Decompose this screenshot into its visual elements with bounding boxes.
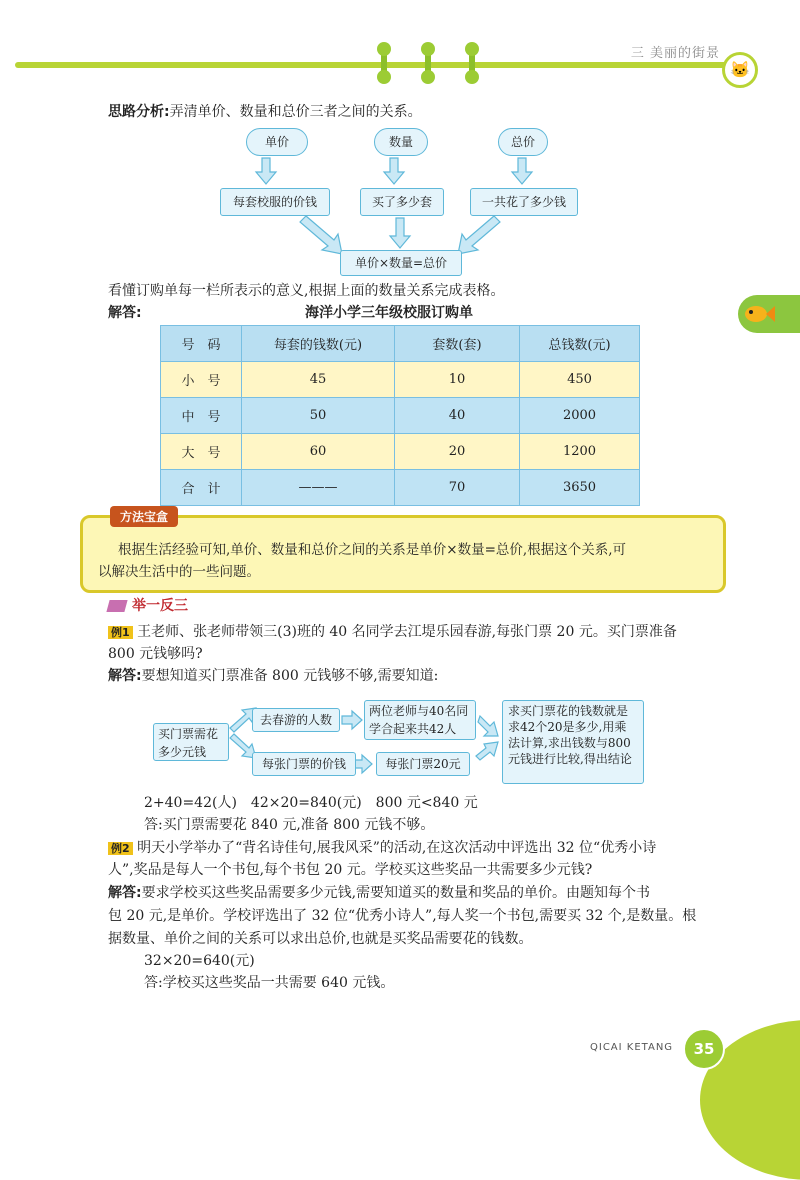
pill-quantity: 数量 — [374, 128, 428, 156]
table-cell: 3650 — [520, 470, 640, 506]
answer-label: 解答: — [108, 885, 142, 901]
flow-ticket-price-box: 每张门票的价钱 — [252, 752, 356, 776]
table-cell: 2000 — [520, 398, 640, 434]
analysis-label: 思路分析: — [108, 104, 170, 120]
table-row — [161, 470, 640, 506]
formula-box: 单价×数量=总价 — [340, 250, 462, 276]
answer-label: 解答: — [108, 668, 142, 684]
chapter-title: 三 美丽的街景 — [630, 46, 720, 61]
pill-total: 总价 — [498, 128, 548, 156]
table-cell: 小 号 — [161, 362, 242, 398]
method-tag: 方法宝盒 — [110, 506, 178, 527]
example1-conclusion: 答:买门票需要花 840 元,准备 800 元钱不够。 — [144, 817, 435, 833]
table-cell: 70 — [395, 470, 520, 506]
order-table — [160, 325, 640, 506]
pill-unit-price: 单价 — [246, 128, 308, 156]
flow-people-box: 去春游的人数 — [252, 708, 340, 732]
table-header-cell: 总钱数(元) — [520, 326, 640, 362]
table-cell: 40 — [395, 398, 520, 434]
flow-result-box: 求买门票花的钱数就是求42个20是多少,用乘法计算,求出钱数与800元钱进行比较,得出结论 — [502, 700, 644, 784]
page-number: 35 — [683, 1028, 725, 1070]
example2-ans3: 据数量、单价之间的关系可以求出总价,也就是买奖品需要花的钱数。 — [108, 931, 533, 947]
footer-brand: QICAI KETANG — [590, 1042, 674, 1053]
example2-conclusion: 答:学校买这些奖品一共需要 640 元钱。 — [144, 975, 395, 991]
mascot-icon: 🐱 — [722, 52, 758, 88]
section-title: 举一反三 — [132, 598, 188, 614]
example1-line2: 800 元钱够吗? — [108, 646, 203, 662]
example1-answer-intro: 要想知道买门票准备 800 元钱够不够,需要知道: — [141, 668, 439, 684]
example1-line — [108, 622, 677, 643]
example1-answer — [108, 666, 438, 686]
flow-20-yuan-box: 每张门票20元 — [376, 752, 470, 776]
book-icon — [106, 600, 127, 612]
table-cell: 20 — [395, 434, 520, 470]
table-cell: 50 — [242, 398, 395, 434]
example2-tag: 例2 — [108, 842, 133, 855]
table-header-cell: 套数(套) — [395, 326, 520, 362]
table-cell: 合 计 — [161, 470, 242, 506]
table-row — [161, 434, 640, 470]
example2-answer — [108, 883, 650, 903]
analysis-text: 弄清单价、数量和总价三者之间的关系。 — [169, 104, 422, 120]
example2-ans1: 要求学校买这些奖品需要多少元钱,需要知道买的数量和奖品的单价。由题知每个书 — [141, 885, 651, 901]
table-row — [161, 362, 640, 398]
table-header-row — [161, 326, 640, 362]
table-cell: ——— — [242, 470, 395, 506]
table-cell: 60 — [242, 434, 395, 470]
example2-line — [108, 838, 656, 859]
table-cell: 中 号 — [161, 398, 242, 434]
box-how-many-sets: 买了多少套 — [360, 188, 444, 216]
table-cell: 45 — [242, 362, 395, 398]
example2-text: 明天小学举办了“背名诗佳句,展我风采”的活动,在这次活动中评选出 32 位“优秀小诗 — [137, 840, 657, 856]
table-title: 海洋小学三年级校服订购单 — [305, 305, 473, 321]
table-cell: 450 — [520, 362, 640, 398]
table-row — [161, 398, 640, 434]
box-total-spent: 一共花了多少钱 — [470, 188, 578, 216]
table-cell: 10 — [395, 362, 520, 398]
table-cell: 1200 — [520, 434, 640, 470]
method-line: 以解决生活中的一些问题。 — [98, 564, 260, 580]
example2-line2: 人”,奖品是每人一个书包,每个书包 20 元。学校买这些奖品一共需要多少元钱? — [108, 862, 593, 878]
example1-tag: 例1 — [108, 626, 133, 639]
example2-calc: 32×20=640(元) — [144, 953, 255, 969]
table-header-cell: 每套的钱数(元) — [242, 326, 395, 362]
box-price-per-set: 每套校服的价钱 — [220, 188, 330, 216]
table-header-cell: 号 码 — [161, 326, 242, 362]
example2-ans2: 包 20 元,是单价。学校评选出了 32 位“优秀小诗人”,每人奖一个书包,需要买 32 个,是数量。根 — [108, 908, 697, 924]
side-fish-tab — [738, 295, 800, 333]
flow-42-people-box: 两位老师与40名同学合起来共42人 — [364, 700, 476, 740]
method-line: 根据生活经验可知,单价、数量和总价之间的关系是单价×数量=总价,根据这个关系,可 — [118, 542, 626, 558]
table-cell: 大 号 — [161, 434, 242, 470]
instruction: 看懂订购单每一栏所表示的意义,根据上面的数量关系完成表格。 — [108, 283, 505, 299]
example1-calc: 2+40=42(人) 42×20=840(元) 800 元<840 元 — [144, 795, 478, 811]
flow-start-box: 买门票需花多少元钱 — [153, 723, 229, 761]
answer-label: 解答: — [108, 305, 142, 321]
fish-icon — [738, 295, 778, 333]
example1-text: 王老师、张老师带领三(3)班的 40 名同学去江堤乐园春游,每张门票 20 元。买门票准备 — [137, 624, 677, 640]
